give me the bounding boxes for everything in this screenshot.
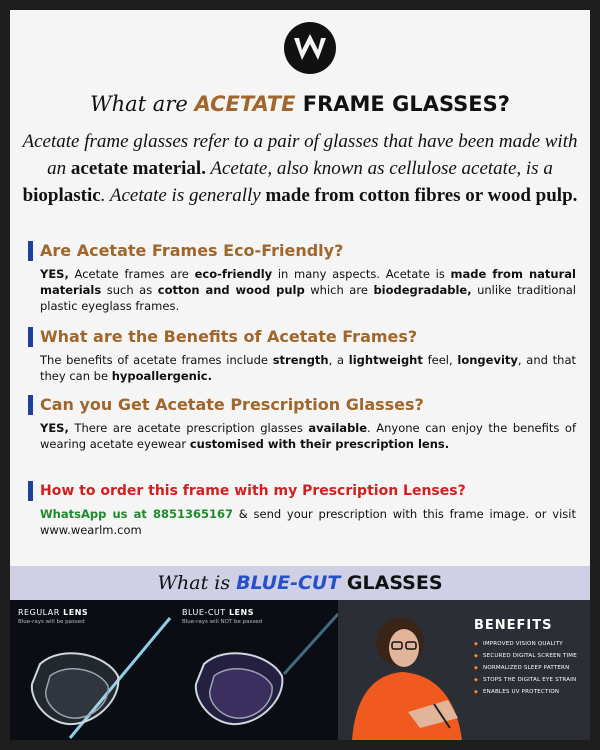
title-post: FRAME GLASSES? [295,92,510,116]
section-body [26,420,576,452]
intro-bold: made from cotton fibres or wood pulp. [265,185,578,206]
section-heading-text: How to order this frame with my Prescription Lenses? [40,483,466,499]
section-heading-text: What are the Benefits of Acetate Frames? [40,327,418,346]
body-bold: YES, [40,267,69,281]
body-text: . Anyone can enjoy the benefits of wearing acetate eyewear [40,421,576,451]
benefit-item: ◆ ENABLES UV PROTECTION [474,689,586,695]
body-text: Acetate frames are [68,267,195,281]
section-eco-friendly [26,240,576,314]
body-text: in many aspects. Acetate is [272,267,451,281]
section-heading [26,394,576,416]
benefit-item: ◆ IMPROVED VISION QUALITY [474,641,586,647]
benefits-list [474,618,586,701]
heading-bar [28,481,33,501]
title-pre: What are [90,92,195,116]
intro-paragraph [22,128,578,209]
body-text: , a [328,353,349,367]
body-text: unlike traditional plastic eyeglass frames. [40,283,576,313]
intro-text: Acetate frame glasses refer to a pair of glasses that have been made with an [22,131,578,179]
intro-text: . Acetate is generally [100,185,266,206]
section-body [26,506,576,538]
blue-cut-lens-panel [174,600,338,740]
regular-lens-panel [10,600,174,740]
blue-heading-post: GLASSES [340,572,443,594]
body-bold: biodegradable, [373,283,472,297]
intro-bold: acetate material. [70,158,206,179]
label-suffix: LENS [225,608,254,617]
section-heading [26,326,576,348]
body-bold: cotton and wood pulp [157,283,305,297]
section-benefits [26,326,576,384]
whatsapp-link[interactable]: WhatsApp us at 8851365167 [40,507,233,521]
section-body [26,352,576,384]
section-heading-text: Can you Get Acetate Prescription Glasses? [40,395,424,414]
section-heading [26,480,576,502]
benefits-title: BENEFITS [474,618,553,633]
label-main: REGULAR [18,608,60,617]
brand-logo-icon [282,20,338,76]
body-text: The benefits of acetate frames include [40,353,273,367]
regular-lens-label [18,608,88,617]
body-bold: hypoallergenic. [111,369,212,383]
section-heading-text: Are Acetate Frames Eco-Friendly? [40,241,344,260]
blue-cut-lens-subtitle: Blue-rays will NOT be passed [182,619,263,625]
heading-bar [28,395,33,415]
heading-bar [28,241,33,261]
section-prescription [26,394,576,452]
body-bold: available [308,421,368,435]
body-text: which are [304,283,374,297]
body-text: There are acetate prescription glasses [68,421,309,435]
blue-cut-heading [10,566,590,600]
title-highlight: ACETATE [194,92,296,116]
intro-text: Acetate, also known as cellulose acetate, is a [205,158,553,179]
page-title [10,92,590,116]
intro-bold: bioplastic [22,185,101,206]
body-bold: longevity [457,353,518,367]
body-bold: customised with their prescription lens. [189,437,450,451]
benefits-panel [338,600,590,740]
body-bold: eco-friendly [194,267,273,281]
body-text: & send your prescription with this frame image. or visit www.wearlm.com [40,507,577,537]
section-heading [26,240,576,262]
heading-bar [28,327,33,347]
regular-lens-subtitle: Blue-rays will be passed [18,619,85,625]
body-text: such as [101,283,158,297]
benefit-item: ◆ STOPS THE DIGITAL EYE STRAIN [474,677,586,683]
body-bold: made from natural materials [40,267,576,297]
benefit-item: ◆ SECURED DIGITAL SCREEN TIME [474,653,586,659]
label-suffix: LENS [59,608,89,617]
benefit-item: ◆ NORMALIZED SLEEP PATTERN [474,665,586,671]
body-bold: strength [272,353,329,367]
label-main: BLUE-CUT [182,608,226,617]
body-text: feel, [422,353,458,367]
benefits-items [474,641,586,695]
body-bold: YES, [40,421,69,435]
blue-heading-highlight: BLUE-CUT [236,572,341,594]
section-body [26,266,576,314]
body-text: , and that they can be [40,353,576,383]
lens-panels [10,600,590,740]
infographic [10,10,590,740]
blue-cut-lens-label [182,608,254,617]
blue-heading-pre: What is [157,572,237,594]
body-bold: lightweight [348,353,423,367]
section-how-to-order [26,480,576,538]
